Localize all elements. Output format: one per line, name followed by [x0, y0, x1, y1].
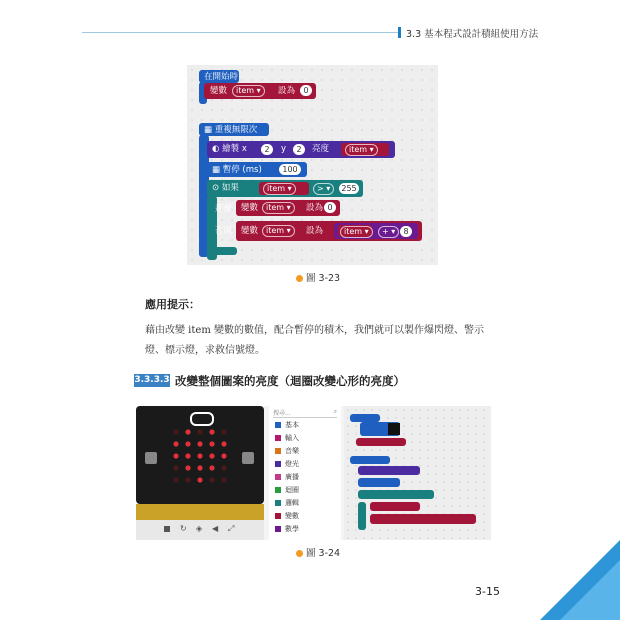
toolbox-search[interactable]: 搜尋... ⌕	[273, 408, 337, 417]
figure-3-24-caption: 圖 3-24	[296, 545, 340, 559]
item-dropdown: item ▾	[232, 85, 265, 97]
forever-label: 重複無限次	[214, 125, 258, 135]
plus-reporter: item ▾ + ▾ 8	[334, 223, 418, 239]
tip-heading: 應用提示：	[145, 298, 200, 311]
compare-value: 255	[339, 183, 359, 194]
section-title: 改變整個圖案的亮度（迴圈改變心形的亮度）	[175, 374, 405, 388]
slowmo-icon[interactable]: ◈	[196, 524, 203, 533]
if-label: 如果	[221, 183, 239, 193]
plus-op: +	[382, 227, 389, 236]
tip-paragraph: 藉由改變 item 變數的數值，配合暫停的積木，我們就可以製作爆閃燈、警示燈、標示燈，求救信號燈。	[145, 325, 484, 356]
pause-block: ▦ 暫停 (ms) 100	[207, 162, 307, 177]
y-label: y	[281, 144, 287, 154]
on-start-label: 在開始時	[204, 72, 239, 82]
else-label: 否則	[215, 226, 233, 236]
restart-icon[interactable]: ↻	[180, 524, 187, 533]
y-value: 2	[293, 144, 305, 155]
figure-3-23-caption: 圖 3-23	[296, 270, 340, 284]
set-item-block-2: 變數 item ▾ 設為 0	[236, 200, 340, 216]
compare-op: >	[317, 184, 324, 193]
header-section-title: 3.3 基本程式設計積組使用方法	[406, 29, 539, 40]
plot-brightness-block: ◐ 繪製 x 2 y 2 亮度 item ▾	[207, 141, 395, 158]
category-label: 輸入	[285, 434, 299, 442]
if-block: ⊙ 如果 item ▾ > ▾ 255	[207, 180, 363, 197]
set-item-block-3: 變數 item ▾ 設為 item ▾ + ▾ 8	[236, 221, 422, 241]
category-label: 變數	[285, 512, 299, 520]
increment-value: 8	[400, 226, 412, 237]
pause-label: 暫停 (ms)	[222, 165, 262, 175]
set-to-label: 設為	[278, 86, 296, 96]
fullscreen-icon[interactable]: ⤢	[228, 524, 235, 533]
category-label: 數學	[285, 525, 299, 533]
item-reporter-1: item ▾	[341, 143, 389, 156]
brightness-label: 亮度	[312, 144, 330, 154]
category-label: 音樂	[285, 447, 299, 455]
section-number: 3.3.3.3	[134, 375, 170, 385]
set-label: 變數	[210, 86, 228, 96]
category-label: 邏輯	[285, 499, 299, 507]
reset-value: 0	[324, 202, 336, 213]
item-reporter-2: item ▾	[259, 182, 309, 195]
category-label: 基本	[285, 421, 299, 429]
page-number: 3-15	[475, 585, 500, 598]
x-value: 2	[261, 144, 273, 155]
init-value: 0	[300, 85, 312, 96]
pause-value: 100	[279, 164, 301, 175]
forever-block: ▦ 重複無限次	[199, 123, 269, 136]
category-label: 迴圈	[285, 486, 299, 494]
category-label: 燈光	[285, 460, 299, 468]
then-label: 那麼	[215, 204, 233, 214]
category-label: 廣播	[285, 473, 299, 481]
mute-icon[interactable]: ◀	[212, 524, 219, 533]
plot-label: 繪製 x	[222, 144, 247, 154]
search-icon: ⌕	[333, 408, 337, 415]
